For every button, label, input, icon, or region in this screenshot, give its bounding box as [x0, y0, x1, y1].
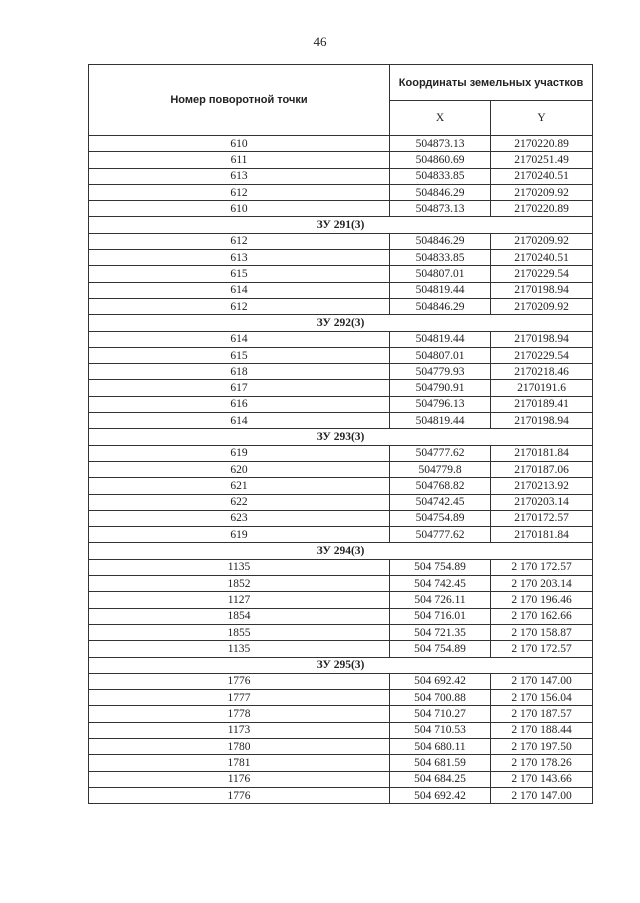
- point-number-cell: 614: [89, 413, 390, 429]
- section-title: ЗУ 292(3): [89, 315, 593, 331]
- y-coordinate-cell: 2170187.06: [491, 461, 593, 477]
- table-row: [89, 608, 593, 624]
- point-number-cell: 1778: [89, 706, 390, 722]
- table-body: [89, 136, 593, 804]
- table-row: [89, 233, 593, 249]
- section-title: ЗУ 291(3): [89, 217, 593, 233]
- point-number-cell: 618: [89, 364, 390, 380]
- x-coordinate-cell: 504 692.42: [390, 673, 491, 689]
- y-coordinate-cell: 2170209.92: [491, 233, 593, 249]
- table-row: [89, 559, 593, 575]
- x-coordinate-cell: 504777.62: [390, 445, 491, 461]
- table-row: [89, 641, 593, 657]
- x-column-header: X: [390, 101, 491, 136]
- x-coordinate-cell: 504819.44: [390, 282, 491, 298]
- y-coordinate-cell: 2 170 187.57: [491, 706, 593, 722]
- y-coordinate-cell: 2 170 172.57: [491, 559, 593, 575]
- x-coordinate-cell: 504 710.27: [390, 706, 491, 722]
- y-coordinate-cell: 2170251.49: [491, 152, 593, 168]
- y-coordinate-cell: 2 170 203.14: [491, 576, 593, 592]
- x-coordinate-cell: 504754.89: [390, 510, 491, 526]
- y-coordinate-cell: 2 170 143.66: [491, 771, 593, 787]
- y-coordinate-cell: 2 170 197.50: [491, 738, 593, 754]
- point-number-cell: 1852: [89, 576, 390, 592]
- y-coordinate-cell: 2170198.94: [491, 413, 593, 429]
- table-row: [89, 494, 593, 510]
- section-header-row: [89, 543, 593, 559]
- table-row: [89, 755, 593, 771]
- y-coordinate-cell: 2170203.14: [491, 494, 593, 510]
- point-number-cell: 610: [89, 136, 390, 152]
- y-coordinate-cell: 2170240.51: [491, 168, 593, 184]
- point-number-cell: 621: [89, 478, 390, 494]
- point-number-cell: 612: [89, 184, 390, 200]
- point-number-cell: 612: [89, 233, 390, 249]
- point-number-cell: 623: [89, 510, 390, 526]
- point-number-cell: 1854: [89, 608, 390, 624]
- point-number-cell: 614: [89, 282, 390, 298]
- point-number-cell: 613: [89, 168, 390, 184]
- x-coordinate-cell: 504 721.35: [390, 624, 491, 640]
- coordinates-group-header: Координаты земельных участков: [390, 65, 593, 101]
- x-coordinate-cell: 504833.85: [390, 168, 491, 184]
- table-row: [89, 347, 593, 363]
- table-row: [89, 738, 593, 754]
- point-number-cell: 615: [89, 347, 390, 363]
- x-coordinate-cell: 504807.01: [390, 347, 491, 363]
- table-row: [89, 136, 593, 152]
- table-row: [89, 331, 593, 347]
- x-coordinate-cell: 504860.69: [390, 152, 491, 168]
- table-row: [89, 413, 593, 429]
- section-header-row: [89, 429, 593, 445]
- point-number-cell: 617: [89, 380, 390, 396]
- point-number-cell: 616: [89, 396, 390, 412]
- x-coordinate-cell: 504768.82: [390, 478, 491, 494]
- table-row: [89, 771, 593, 787]
- x-coordinate-cell: 504779.93: [390, 364, 491, 380]
- x-coordinate-cell: 504833.85: [390, 250, 491, 266]
- y-coordinate-cell: 2 170 156.04: [491, 690, 593, 706]
- y-coordinate-cell: 2170229.54: [491, 266, 593, 282]
- y-coordinate-cell: 2 170 158.87: [491, 624, 593, 640]
- y-coordinate-cell: 2 170 172.57: [491, 641, 593, 657]
- y-coordinate-cell: 2170213.92: [491, 478, 593, 494]
- point-number-cell: 1780: [89, 738, 390, 754]
- y-coordinate-cell: 2 170 147.00: [491, 787, 593, 803]
- table-row: [89, 364, 593, 380]
- table-row: [89, 722, 593, 738]
- y-coordinate-cell: 2170189.41: [491, 396, 593, 412]
- section-title: ЗУ 294(3): [89, 543, 593, 559]
- y-coordinate-cell: 2 170 188.44: [491, 722, 593, 738]
- point-number-cell: 620: [89, 461, 390, 477]
- x-coordinate-cell: 504 754.89: [390, 559, 491, 575]
- coordinates-table: [88, 64, 593, 804]
- x-coordinate-cell: 504819.44: [390, 331, 491, 347]
- point-number-cell: 1855: [89, 624, 390, 640]
- y-coordinate-cell: 2170198.94: [491, 282, 593, 298]
- x-coordinate-cell: 504 681.59: [390, 755, 491, 771]
- y-coordinate-cell: 2170220.89: [491, 136, 593, 152]
- table-row: [89, 510, 593, 526]
- table-row: [89, 445, 593, 461]
- x-coordinate-cell: 504 684.25: [390, 771, 491, 787]
- table-row: [89, 184, 593, 200]
- y-coordinate-cell: 2 170 147.00: [491, 673, 593, 689]
- y-column-header: Y: [491, 101, 593, 136]
- y-coordinate-cell: 2170181.84: [491, 527, 593, 543]
- point-number-cell: 614: [89, 331, 390, 347]
- x-coordinate-cell: 504 692.42: [390, 787, 491, 803]
- table-row: [89, 201, 593, 217]
- y-coordinate-cell: 2170218.46: [491, 364, 593, 380]
- table-row: [89, 152, 593, 168]
- point-number-cell: 1135: [89, 559, 390, 575]
- point-number-cell: 619: [89, 445, 390, 461]
- table-row: [89, 592, 593, 608]
- x-coordinate-cell: 504873.13: [390, 201, 491, 217]
- point-number-cell: 1127: [89, 592, 390, 608]
- table-row: [89, 706, 593, 722]
- table-row: [89, 380, 593, 396]
- point-number-cell: 610: [89, 201, 390, 217]
- y-coordinate-cell: 2170198.94: [491, 331, 593, 347]
- point-number-cell: 1173: [89, 722, 390, 738]
- table-row: [89, 787, 593, 803]
- point-number-cell: 619: [89, 527, 390, 543]
- table-row: [89, 527, 593, 543]
- table-row: [89, 396, 593, 412]
- x-coordinate-cell: 504742.45: [390, 494, 491, 510]
- x-coordinate-cell: 504819.44: [390, 413, 491, 429]
- table-row: [89, 266, 593, 282]
- section-header-row: [89, 657, 593, 673]
- x-coordinate-cell: 504 726.11: [390, 592, 491, 608]
- x-coordinate-cell: 504 742.45: [390, 576, 491, 592]
- y-coordinate-cell: 2 170 196.46: [491, 592, 593, 608]
- x-coordinate-cell: 504 710.53: [390, 722, 491, 738]
- x-coordinate-cell: 504790.91: [390, 380, 491, 396]
- point-number-cell: 612: [89, 298, 390, 314]
- point-number-cell: 622: [89, 494, 390, 510]
- y-coordinate-cell: 2 170 178.26: [491, 755, 593, 771]
- point-number-cell: 1777: [89, 690, 390, 706]
- point-number-cell: 1135: [89, 641, 390, 657]
- point-number-cell: 611: [89, 152, 390, 168]
- x-coordinate-cell: 504 754.89: [390, 641, 491, 657]
- x-coordinate-cell: 504846.29: [390, 298, 491, 314]
- y-coordinate-cell: 2 170 162.66: [491, 608, 593, 624]
- y-coordinate-cell: 2170220.89: [491, 201, 593, 217]
- x-coordinate-cell: 504777.62: [390, 527, 491, 543]
- table-row: [89, 461, 593, 477]
- y-coordinate-cell: 2170209.92: [491, 184, 593, 200]
- table-row: [89, 478, 593, 494]
- y-coordinate-cell: 2170229.54: [491, 347, 593, 363]
- x-coordinate-cell: 504 680.11: [390, 738, 491, 754]
- table-row: [89, 690, 593, 706]
- y-coordinate-cell: 2170240.51: [491, 250, 593, 266]
- point-number-header: Номер поворотной точки: [89, 65, 390, 136]
- section-header-row: [89, 315, 593, 331]
- x-coordinate-cell: 504873.13: [390, 136, 491, 152]
- page-number: 46: [313, 34, 327, 49]
- x-coordinate-cell: 504846.29: [390, 233, 491, 249]
- point-number-cell: 1776: [89, 787, 390, 803]
- x-coordinate-cell: 504807.01: [390, 266, 491, 282]
- y-coordinate-cell: 2170181.84: [491, 445, 593, 461]
- x-coordinate-cell: 504 716.01: [390, 608, 491, 624]
- y-coordinate-cell: 2170191.6: [491, 380, 593, 396]
- section-title: ЗУ 293(3): [89, 429, 593, 445]
- point-number-cell: 615: [89, 266, 390, 282]
- y-coordinate-cell: 2170172.57: [491, 510, 593, 526]
- table-row: [89, 624, 593, 640]
- point-number-cell: 1781: [89, 755, 390, 771]
- section-header-row: [89, 217, 593, 233]
- table-row: [89, 576, 593, 592]
- y-coordinate-cell: 2170209.92: [491, 298, 593, 314]
- x-coordinate-cell: 504796.13: [390, 396, 491, 412]
- table-row: [89, 168, 593, 184]
- table-row: [89, 282, 593, 298]
- table-row: [89, 673, 593, 689]
- table-row: [89, 250, 593, 266]
- x-coordinate-cell: 504846.29: [390, 184, 491, 200]
- x-coordinate-cell: 504 700.88: [390, 690, 491, 706]
- point-number-cell: 613: [89, 250, 390, 266]
- point-number-cell: 1176: [89, 771, 390, 787]
- section-title: ЗУ 295(3): [89, 657, 593, 673]
- table-row: [89, 298, 593, 314]
- point-number-cell: 1776: [89, 673, 390, 689]
- x-coordinate-cell: 504779.8: [390, 461, 491, 477]
